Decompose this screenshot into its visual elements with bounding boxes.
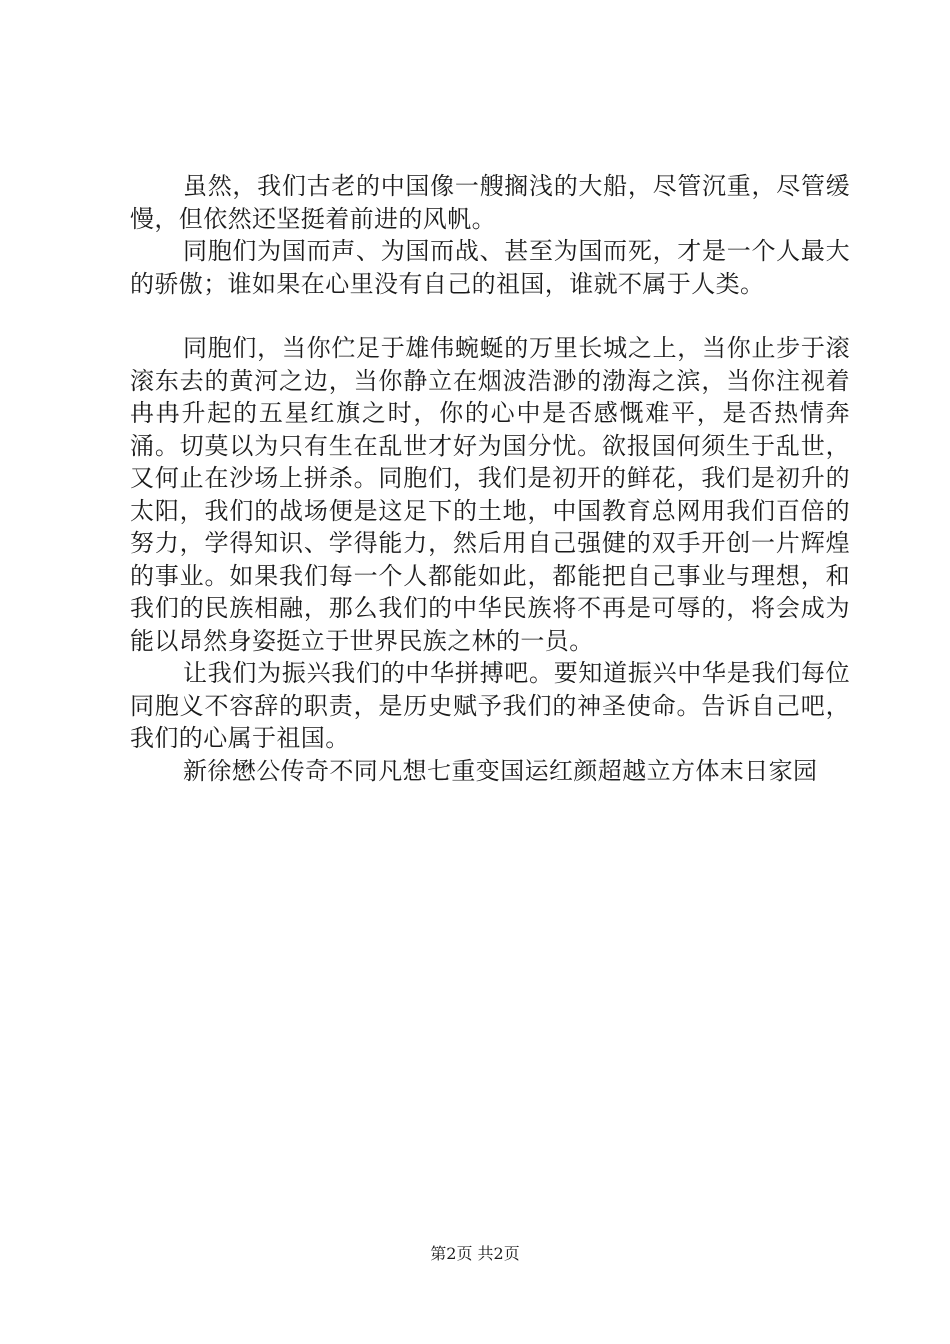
paragraph: 同胞们，当你伫足于雄伟蜿蜒的万里长城之上，当你止步于滚滚东去的黄河之边，当你静立在烟波浩渺的渤海之滨，当你注视着冉冉升起的五星红旗之时，你的心中是否感慨难平，是否热情奔涌。切莫以为只有生在乱世才好为国分忧。欲报国何须生于乱世，又何止在沙场上拼杀。同胞们，我们是初开的鲜花，我们是初升的太阳，我们的战场便是这足下的土地，中国教育总网用我们百倍的努力，学得知识、学得能力，然后用自己强健的双手开创一片辉煌的事业。如果我们每一个人都能如此，都能把自己事业与理想，和我们的民族相融，那么我们的中华民族将不再是可辱的，将会成为能以昂然身姿挺立于世界民族之林的一员。 [130, 334, 850, 655]
paragraph: 让我们为振兴我们的中华拼搏吧。要知道振兴中华是我们每位同胞义不容辞的职责，是历史赋予我们的神圣使命。告诉自己吧，我们的心属于祖国。 [130, 659, 850, 752]
body-text [130, 170, 850, 787]
paragraph: 同胞们为国而声、为国而战、甚至为国而死，才是一个人最大的骄傲；谁如果在心里没有自己的祖国，谁就不属于人类。 [130, 237, 850, 298]
paragraph: 新徐懋公传奇不同凡想七重变国运红颜超越立方体末日家园 [183, 756, 818, 785]
page-footer: 第2页 共2页 [430, 1244, 520, 1263]
paragraph: 虽然，我们古老的中国像一艘搁浅的大船，尽管沉重，尽管缓慢，但依然还坚挺着前进的风帆。 [130, 172, 850, 233]
